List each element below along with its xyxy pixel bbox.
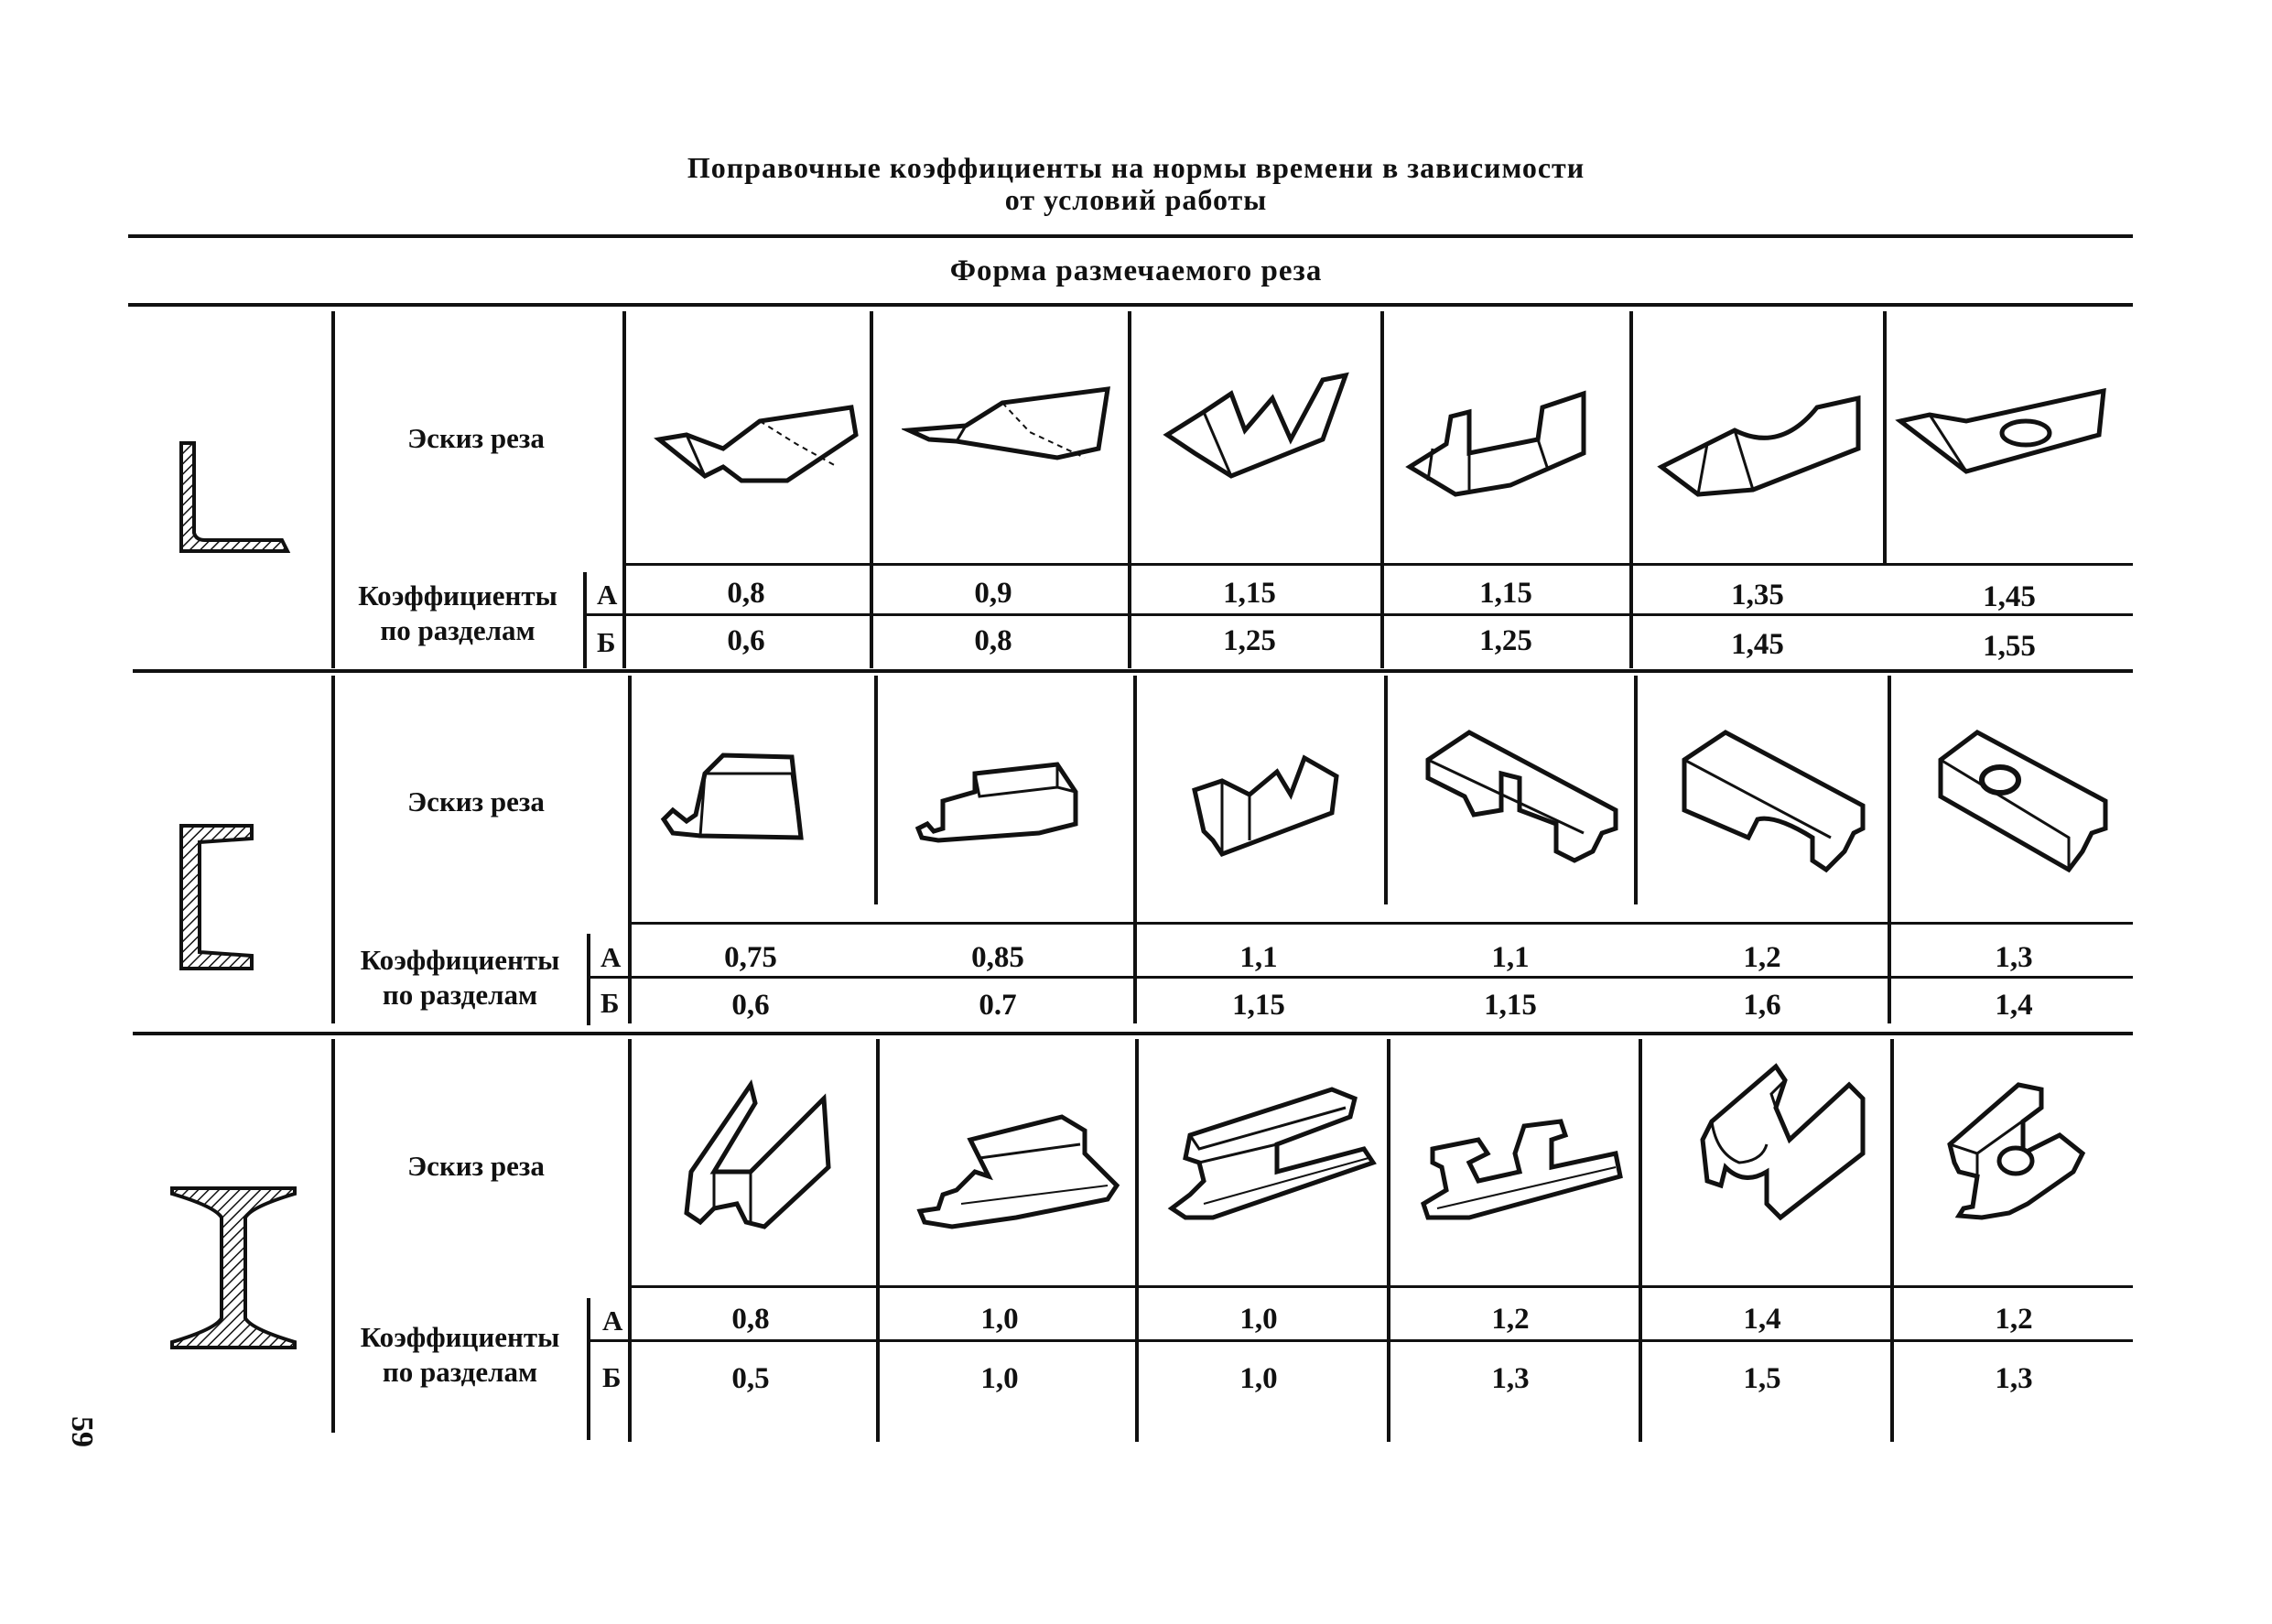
cut-sketch-icon <box>902 375 1117 476</box>
row-a-label: А <box>597 579 618 611</box>
cut-sketch-icon <box>673 1076 838 1231</box>
coef-b-2: 0,8 <box>974 624 1012 657</box>
section2-ab-rule <box>590 976 2133 979</box>
sketch-label: Эскиз реза <box>407 422 545 454</box>
coef-b-2: 0.7 <box>979 989 1017 1022</box>
section2-vline-3 <box>874 676 878 904</box>
coef-a-4: 1,1 <box>1491 941 1530 974</box>
coef-a-1: 0,8 <box>731 1303 770 1336</box>
page-number: 59 <box>65 1416 99 1447</box>
coef-a-3: 1,0 <box>1239 1303 1278 1336</box>
cut-sketch-icon <box>911 751 1094 856</box>
cut-sketch-icon <box>1931 723 2115 879</box>
coef-a-2: 0,9 <box>974 577 1012 610</box>
section3-vline-2 <box>628 1039 632 1442</box>
coef-a-5: 1,2 <box>1743 941 1781 974</box>
section3-vline-4 <box>1135 1039 1139 1442</box>
cut-sketch-icon <box>655 746 810 847</box>
coef-b-5: 1,45 <box>1731 628 1784 661</box>
section3-vline-6 <box>1639 1039 1642 1442</box>
channel-profile-icon <box>174 815 265 980</box>
sketch-label: Эскиз реза <box>407 785 545 817</box>
cut-sketch-icon <box>1419 723 1625 874</box>
coef-label: Коэффициенты по разделам <box>358 579 557 646</box>
row-a-label: А <box>600 941 622 973</box>
cut-sketch-icon <box>1684 1053 1872 1222</box>
cut-sketch-icon <box>1185 740 1350 859</box>
document-title-line1: Поправочные коэффициенты на нормы времени в зависимости <box>687 151 1585 184</box>
section2-vline-7 <box>1888 676 1891 1023</box>
coef-a-3: 1,1 <box>1239 941 1278 974</box>
section2-vline-1 <box>331 676 335 1023</box>
coef-b-6: 1,3 <box>1995 1362 2033 1395</box>
ab-divider <box>587 934 590 1025</box>
coef-b-1: 0,6 <box>731 989 770 1022</box>
coef-a-1: 0,8 <box>727 577 765 610</box>
coef-b-6: 1,4 <box>1995 989 2033 1022</box>
cut-sketch-icon <box>1158 1080 1378 1227</box>
coef-a-4: 1,15 <box>1479 577 1532 610</box>
cut-sketch-icon <box>1652 380 1867 499</box>
section1-coef-rule <box>622 563 2133 566</box>
coef-a-5: 1,4 <box>1743 1303 1781 1336</box>
cut-sketch-icon <box>650 394 860 494</box>
section1-vline-1 <box>331 311 335 668</box>
coef-a-4: 1,2 <box>1491 1303 1530 1336</box>
header-rule <box>128 303 2133 307</box>
coef-a-5: 1,35 <box>1731 579 1784 612</box>
section2-vline-4 <box>1133 676 1137 1023</box>
coef-b-3: 1,0 <box>1239 1362 1278 1395</box>
cut-sketch-icon <box>1941 1071 2101 1227</box>
coef-b-3: 1,25 <box>1223 624 1276 657</box>
section-rule-2 <box>133 1032 2133 1035</box>
section3-vline-1 <box>331 1039 335 1433</box>
coef-b-1: 0,6 <box>727 624 765 657</box>
coef-a-1: 0,75 <box>724 941 777 974</box>
coef-a-2: 1,0 <box>980 1303 1019 1336</box>
cut-sketch-icon <box>1675 723 1872 879</box>
top-rule <box>128 234 2133 238</box>
section3-ab-rule <box>590 1339 2133 1342</box>
section2-vline-6 <box>1634 676 1638 904</box>
coef-b-4: 1,15 <box>1484 989 1537 1022</box>
section3-vline-5 <box>1387 1039 1390 1442</box>
ab-divider <box>587 1298 590 1440</box>
coef-a-3: 1,15 <box>1223 577 1276 610</box>
section-rule-1 <box>133 669 2133 673</box>
angle-profile-icon <box>174 430 293 558</box>
coef-a-6: 1,45 <box>1983 580 2036 613</box>
section3-vline-7 <box>1890 1039 1894 1442</box>
coef-label: Коэффициенты по разделам <box>360 944 560 1011</box>
cut-sketch-icon <box>1893 380 2113 481</box>
coef-b-5: 1,5 <box>1743 1362 1781 1395</box>
section2-vline-5 <box>1384 676 1388 904</box>
section2-coef-rule <box>628 922 2133 925</box>
cut-sketch-icon <box>906 1103 1126 1231</box>
row-b-label: Б <box>597 626 616 658</box>
coef-b-6: 1,55 <box>1983 630 2036 663</box>
coef-b-2: 1,0 <box>980 1362 1019 1395</box>
section1-vline-7 <box>1883 311 1887 563</box>
coef-b-1: 0,5 <box>731 1362 770 1395</box>
row-a-label: А <box>602 1305 623 1337</box>
ab-divider <box>583 572 587 668</box>
coef-b-4: 1,25 <box>1479 624 1532 657</box>
coef-a-2: 0,85 <box>971 941 1024 974</box>
section3-vline-3 <box>876 1039 880 1442</box>
coef-b-4: 1,3 <box>1491 1362 1530 1395</box>
cut-sketch-icon <box>1401 380 1602 499</box>
cut-sketch-icon <box>1414 1099 1625 1227</box>
i-beam-profile-icon <box>165 1181 302 1355</box>
coef-a-6: 1,2 <box>1995 1303 2033 1336</box>
coef-b-5: 1,6 <box>1743 989 1781 1022</box>
sketch-label: Эскиз реза <box>407 1150 545 1182</box>
coef-b-3: 1,15 <box>1232 989 1285 1022</box>
row-b-label: Б <box>602 1361 622 1393</box>
table-header: Форма размечаемого реза <box>949 254 1323 287</box>
row-b-label: Б <box>600 987 620 1019</box>
document-title-line2: от условий работы <box>1004 183 1268 216</box>
cut-sketch-icon <box>1158 352 1359 481</box>
coef-a-6: 1,3 <box>1995 941 2033 974</box>
section3-coef-rule <box>628 1285 2133 1288</box>
coef-label: Коэффициенты по разделам <box>360 1321 560 1388</box>
section2-vline-2 <box>628 676 632 1023</box>
